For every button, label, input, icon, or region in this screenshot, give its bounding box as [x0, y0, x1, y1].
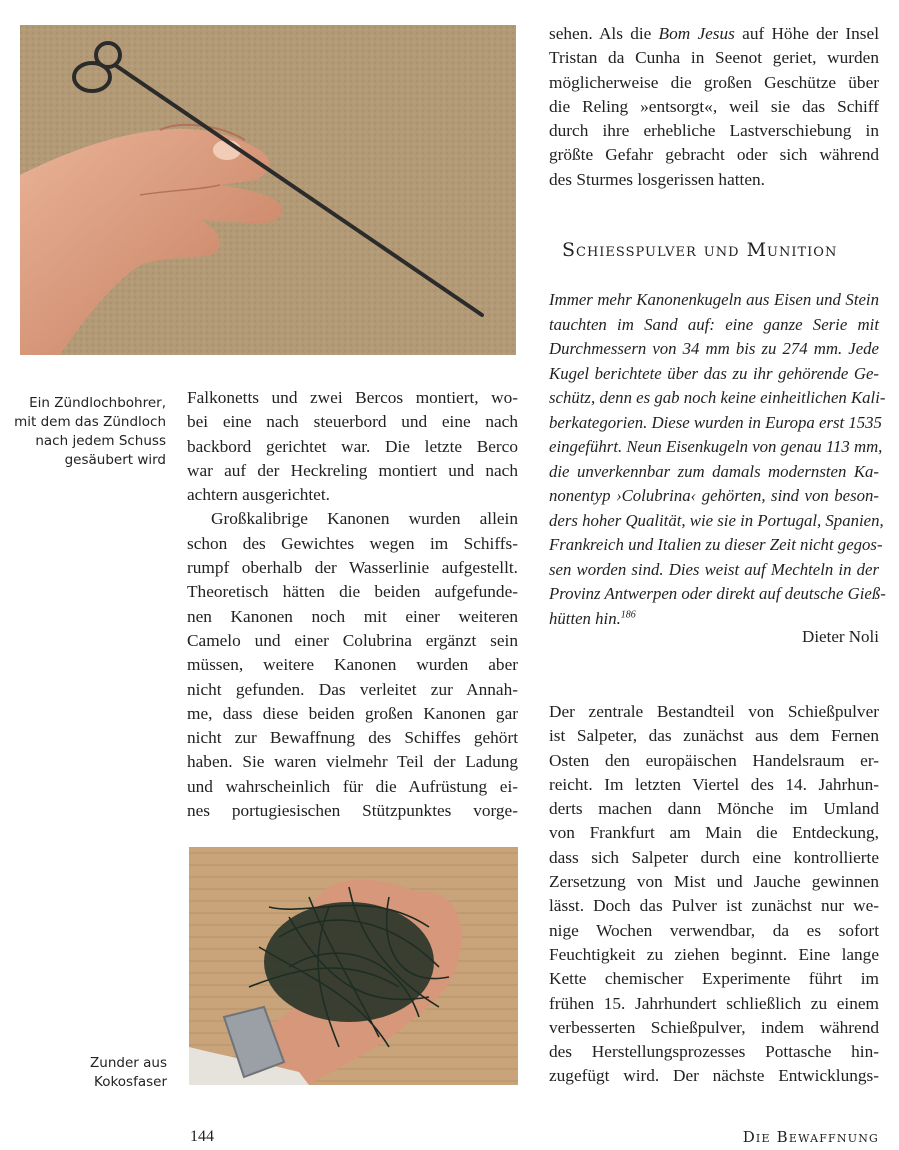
quote-line: Immer mehr Kanonenkugeln aus Eisen und Stein: [549, 290, 879, 309]
caption-line: mit dem das Zündloch: [14, 414, 166, 430]
quote-block: [549, 288, 886, 631]
caption-line: Kokosfaser: [94, 1074, 167, 1090]
text-line: nige Wochen verwendbar, da es sofort: [549, 920, 879, 940]
quote-line: Frankreich und Italien zu dieser Zeit nicht gegos-: [549, 535, 883, 554]
quote-line: nonentyp ›Colubrina‹ gehörten, sind von beson-: [549, 486, 879, 505]
quote-line: Durchmessern von 34 mm bis zu 274 mm. Jede: [549, 339, 879, 358]
text-line: von Frankfurt am Main die Entdeckung,: [549, 823, 879, 843]
quote-line: sen worden sind. Dies weist auf Mechteln in der: [549, 559, 879, 579]
caption-line: Zunder aus: [90, 1055, 167, 1071]
text-line: nicht gefunden. Das verleitet zur Annah-: [187, 679, 518, 699]
text-line: des Sturmes losgerissen hatten.: [549, 169, 765, 189]
quote-line: tauchten im Sand auf: eine ganze Serie mit: [549, 314, 879, 334]
text-line: möglicherweise die großen Geschütze über: [549, 72, 879, 92]
text-line: reicht. Im letzten Viertel des 14. Jahrhun-: [549, 774, 879, 794]
text-line: schon des Gewichtes wegen im Schiffs-: [187, 533, 518, 553]
text-line: Tristan da Cunha in Seenot geriet, wurden: [549, 48, 879, 68]
caption-line: nach jedem Schuss: [35, 433, 166, 449]
text-line: [549, 22, 879, 46]
text-line: dass sich Salpeter durch eine kontrollierte: [549, 847, 879, 867]
vent-pick-caption: [10, 394, 166, 470]
text-line: nen Kanonen noch mit einer weiteren: [187, 606, 518, 626]
text-line: frühen 15. Jahrhundert schließlich zu einem: [549, 993, 879, 1013]
text-line: Feuchtigkeit zu ziehen beginnt. Eine lange: [549, 944, 879, 964]
text-line: war auf der Heckreling montiert und nach: [187, 460, 518, 480]
text-line: durch ihre erhebliche Lastverschiebung in: [549, 121, 879, 141]
main-text-column-left: [187, 386, 518, 823]
text-line: des Herstellungsprozesses Pottasche hin-: [549, 1042, 879, 1062]
quote-author: Dieter Noli: [802, 627, 879, 646]
tinder-photo: [189, 847, 518, 1085]
text-line: nes portugiesischen Stützpunktes vorge-: [187, 801, 518, 821]
text-line: Zersetzung von Mist und Jauche gewinnen: [549, 872, 879, 892]
vent-pick-photo: [20, 25, 516, 355]
text-line: zugefügt wird. Der nächste Entwicklungs-: [549, 1066, 879, 1086]
text-line: lässt. Doch das Pulver ist zunächst nur we-: [549, 896, 879, 916]
text-run: sehen. Als die: [549, 24, 659, 43]
text-line: verbesserten Schießpulver, indem während: [549, 1017, 879, 1037]
page-number: 144: [190, 1128, 214, 1145]
tinder-illustration: [189, 847, 518, 1085]
tinder-caption: [10, 1054, 167, 1092]
text-line: backbord gerichtet war. Die letzte Berco: [187, 436, 518, 456]
quote-line: Provinz Antwerpen oder direkt auf deutsche Gieß-: [549, 584, 886, 603]
text-line: me, dass diese beiden großen Kanonen gar: [187, 703, 518, 723]
text-line: Großkalibrige Kanonen wurden allein: [211, 509, 518, 529]
caption-line: Ein Zündlochbohrer,: [29, 395, 166, 411]
text-line: und wahrscheinlich für die Aufrüstung ei-: [187, 776, 518, 796]
text-line: Der zentrale Bestandteil von Schießpulver: [549, 702, 879, 721]
quote-line: eingeführt. Neun Eisenkugeln von genau 113 mm,: [549, 437, 883, 456]
section-heading: Schiesspulver und Munition: [562, 239, 838, 261]
footnote-marker: 186: [620, 608, 636, 620]
text-line: Theoretisch hätten die beiden aufgefunde-: [187, 582, 518, 602]
quote-line: die unverkennbar zum damals modernsten Ka-: [549, 461, 879, 481]
quote-line: ders hoher Qualität, wie sie in Portugal, Spanien,: [549, 510, 884, 530]
text-line: rumpf oberhalb der Wasserlinie aufgestellt.: [187, 558, 518, 578]
text-line: größte Gefahr gebracht oder sich während: [549, 145, 879, 165]
text-line: Kette chemischer Experimente führt im: [549, 969, 879, 989]
vent-pick-illustration: [20, 25, 516, 355]
quote-line: berkategorien. Diese wurden in Europa erst 1535: [549, 412, 882, 432]
text-line: Falkonetts und zwei Bercos montiert, wo-: [187, 388, 518, 407]
text-line: Camelo und einer Colubrina ergänzt sein: [187, 630, 518, 650]
quote-line: Kugel berichtete über das zu ihr gehörende Ge-: [549, 363, 879, 383]
text-line: bei eine nach steuerbord und eine nach: [187, 412, 518, 432]
text-line: müssen, weitere Kanonen wurden aber: [187, 655, 518, 675]
text-line: die Reling »entsorgt«, weil sie das Schiff: [549, 96, 879, 116]
text-run: hütten hin.: [549, 608, 621, 628]
quote-line: schütz, denn es gab noch keine einheitlichen Kali-: [549, 388, 886, 407]
text-line: Osten den europäischen Handelsraum er-: [549, 750, 879, 770]
main-text-column-right-top: [549, 22, 879, 192]
text-line: achtern ausgerichtet.: [187, 485, 330, 505]
text-line: nicht zur Bewaffnung des Schiffes gehört: [187, 728, 518, 748]
ship-name: Bom Jesus: [658, 24, 735, 43]
running-head: Die Bewaffnung: [742, 1128, 879, 1146]
text-line: derts machen dann Mönche im Umland: [549, 799, 879, 819]
text-line: haben. Sie waren vielmehr Teil der Ladung: [187, 752, 518, 772]
text-line: ist Salpeter, das zunächst aus dem Fernen: [549, 726, 879, 746]
main-text-column-right-bottom: [549, 700, 879, 1089]
text-run: auf Höhe der Insel: [734, 24, 880, 43]
caption-line: gesäubert wird: [64, 452, 166, 468]
